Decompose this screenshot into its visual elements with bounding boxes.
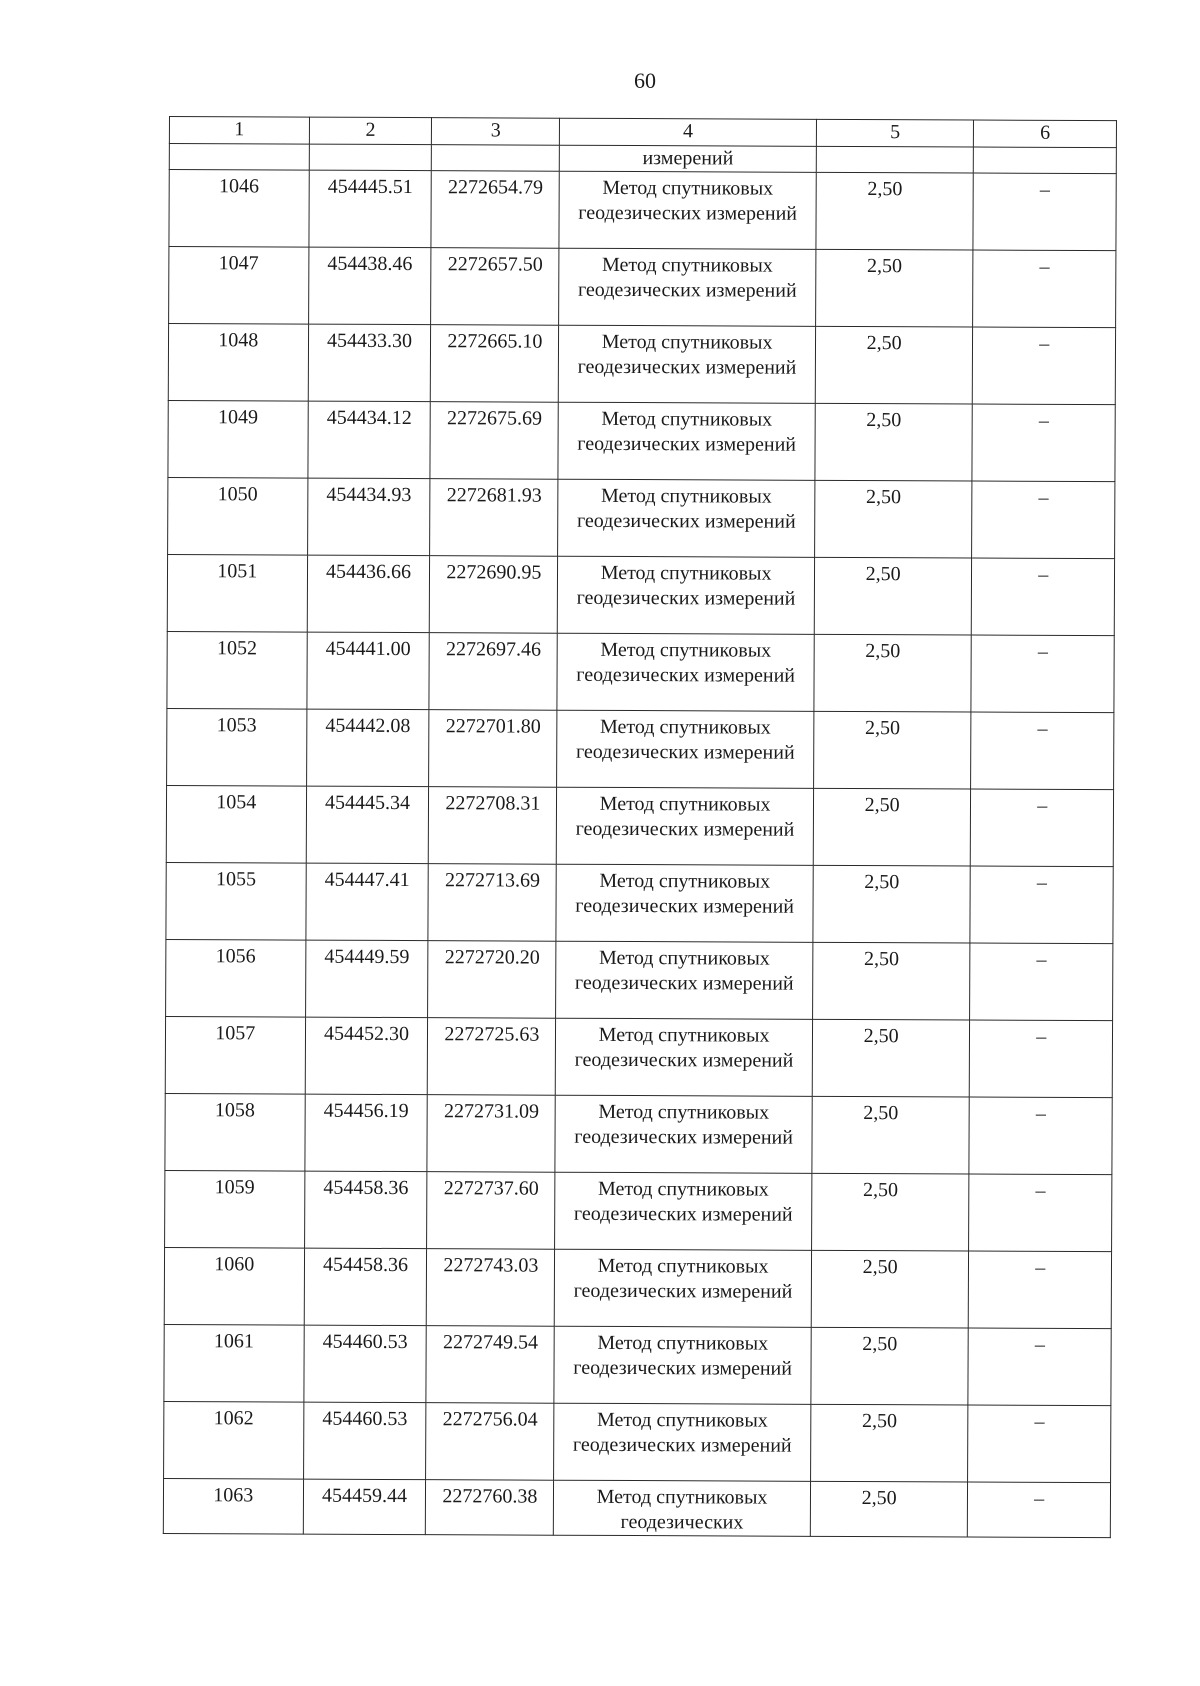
cell-point-number: 1050 — [168, 477, 308, 555]
cell-point-number: 1049 — [168, 400, 308, 478]
cell-y-coordinate: 2272701.80 — [429, 710, 557, 788]
cell-accuracy: 2,50 — [810, 1404, 968, 1482]
cell-x-coordinate: 454441.00 — [307, 632, 430, 710]
cell-x-coordinate: 454436.66 — [307, 555, 430, 633]
cell-note: – — [968, 1482, 1111, 1538]
table-row — [169, 170, 1116, 251]
cell-note: – — [972, 404, 1115, 482]
cell-note: – — [970, 943, 1113, 1021]
cell-accuracy: 2,50 — [815, 249, 973, 327]
cell-method: Метод спутниковых геодезических измерений — [559, 171, 816, 249]
cell-accuracy: 2,50 — [813, 711, 971, 789]
cell-y-coordinate: 2272725.63 — [428, 1018, 556, 1096]
table-row — [168, 477, 1115, 558]
header-row — [169, 117, 1116, 148]
cell-x-coordinate: 454458.36 — [304, 1171, 427, 1249]
cell-accuracy: 2,50 — [815, 326, 973, 404]
cell-y-coordinate: 2272675.69 — [430, 402, 558, 480]
cell-empty — [974, 147, 1117, 174]
table-row — [167, 631, 1114, 712]
header-col-2: 2 — [309, 117, 432, 145]
cell-note: – — [971, 789, 1114, 867]
cell-empty — [432, 145, 560, 172]
cell-point-number: 1054 — [166, 785, 306, 863]
header-col-6: 6 — [974, 120, 1117, 148]
cell-y-coordinate: 2272654.79 — [431, 171, 559, 249]
cell-x-coordinate: 454438.46 — [308, 247, 431, 325]
table-row — [164, 1247, 1111, 1328]
table-row — [167, 708, 1114, 789]
cell-x-coordinate: 454433.30 — [308, 324, 431, 402]
cell-point-number: 1059 — [165, 1170, 305, 1248]
table-row — [166, 785, 1113, 866]
table-row — [164, 1401, 1111, 1482]
cell-accuracy: 2,50 — [812, 942, 970, 1020]
cell-note: – — [970, 866, 1113, 944]
cell-method: Метод спутниковых геодезических измерений — [555, 1172, 812, 1250]
cell-y-coordinate: 2272731.09 — [427, 1095, 555, 1173]
cell-y-coordinate: 2272697.46 — [429, 633, 557, 711]
cell-method: Метод спутниковых геодезических измерений — [554, 1326, 811, 1404]
cell-note: – — [972, 558, 1115, 636]
continuation-row — [169, 144, 1116, 174]
cell-point-number: 1053 — [167, 708, 307, 786]
cell-x-coordinate: 454442.08 — [306, 709, 429, 787]
cell-method: Метод спутниковых геодезических измерений — [556, 1018, 813, 1096]
table-row — [164, 1324, 1111, 1405]
cell-y-coordinate: 2272720.20 — [428, 941, 556, 1019]
cell-method: Метод спутниковых геодезических измерений — [559, 248, 816, 326]
header-col-1: 1 — [169, 117, 309, 145]
header-col-3: 3 — [432, 118, 560, 146]
cell-note: – — [969, 1251, 1112, 1329]
table-row — [169, 247, 1116, 328]
cell-point-number: 1046 — [169, 170, 309, 248]
cell-note: – — [973, 327, 1116, 405]
cell-y-coordinate: 2272760.38 — [426, 1480, 554, 1536]
cell-note: – — [968, 1328, 1111, 1406]
cell-method: Метод спутниковых геодезических измерений — [557, 787, 814, 865]
cell-method: Метод спутниковых геодезических — [554, 1480, 811, 1536]
table-row — [165, 1170, 1112, 1251]
cell-y-coordinate: 2272749.54 — [426, 1326, 554, 1404]
table-row — [166, 862, 1113, 943]
cell-accuracy: 2,50 — [814, 634, 972, 712]
cell-empty — [816, 146, 974, 173]
cell-point-number: 1056 — [166, 939, 306, 1017]
cell-x-coordinate: 454445.51 — [309, 170, 432, 248]
cell-x-coordinate: 454452.30 — [305, 1017, 428, 1095]
cell-accuracy: 2,50 — [811, 1250, 969, 1328]
cell-point-number: 1061 — [164, 1324, 304, 1402]
cell-note: – — [969, 1174, 1112, 1252]
cell-accuracy: 2,50 — [812, 1096, 970, 1174]
cell-point-number: 1051 — [167, 554, 307, 632]
cell-method: Метод спутниковых геодезических измерений — [555, 1095, 812, 1173]
cell-y-coordinate: 2272713.69 — [428, 864, 556, 942]
cell-point-number: 1052 — [167, 631, 307, 709]
cell-note: – — [969, 1097, 1112, 1175]
cell-note: – — [971, 635, 1114, 713]
cell-accuracy: 2,50 — [813, 788, 971, 866]
table-row — [168, 324, 1115, 405]
table-row — [165, 1016, 1112, 1097]
cell-point-number: 1063 — [163, 1478, 303, 1534]
cell-accuracy: 2,50 — [810, 1481, 968, 1537]
cell-x-coordinate: 454445.34 — [306, 786, 429, 864]
cell-accuracy: 2,50 — [811, 1327, 969, 1405]
cell-x-coordinate: 454456.19 — [305, 1094, 428, 1172]
cell-y-coordinate: 2272756.04 — [426, 1403, 554, 1481]
cell-method-continuation: измерений — [560, 145, 817, 172]
cell-point-number: 1048 — [168, 324, 308, 402]
cell-y-coordinate: 2272743.03 — [427, 1249, 555, 1327]
header-col-4: 4 — [560, 118, 817, 146]
cell-method: Метод спутниковых геодезических измерений — [554, 1403, 811, 1481]
cell-method: Метод спутниковых геодезических измерений — [557, 710, 814, 788]
cell-x-coordinate: 454460.53 — [303, 1325, 426, 1403]
cell-note: – — [970, 1020, 1113, 1098]
cell-accuracy: 2,50 — [812, 1019, 970, 1097]
cell-method: Метод спутниковых геодезических измерений — [556, 864, 813, 942]
table-row — [167, 554, 1114, 635]
table-header — [169, 117, 1116, 148]
cell-note: – — [968, 1405, 1111, 1483]
cell-note: – — [973, 173, 1116, 251]
cell-accuracy: 2,50 — [816, 172, 974, 250]
cell-point-number: 1058 — [165, 1093, 305, 1171]
table-row — [165, 1093, 1112, 1174]
cell-y-coordinate: 2272737.60 — [427, 1172, 555, 1250]
cell-point-number: 1057 — [165, 1016, 305, 1094]
cell-x-coordinate: 454460.53 — [303, 1402, 426, 1480]
cell-note: – — [971, 712, 1114, 790]
cell-y-coordinate: 2272708.31 — [429, 787, 557, 865]
cell-x-coordinate: 454459.44 — [303, 1479, 426, 1535]
table-row — [163, 1478, 1110, 1537]
table-row — [166, 939, 1113, 1020]
cell-y-coordinate: 2272681.93 — [430, 479, 558, 557]
table-body — [163, 144, 1116, 1538]
cell-accuracy: 2,50 — [814, 480, 972, 558]
cell-accuracy: 2,50 — [814, 557, 972, 635]
cell-note: – — [973, 250, 1116, 328]
cell-method: Метод спутниковых геодезических измерений — [559, 325, 816, 403]
cell-x-coordinate: 454449.59 — [305, 940, 428, 1018]
cell-x-coordinate: 454434.12 — [308, 401, 431, 479]
cell-method: Метод спутниковых геодезических измерений — [555, 1249, 812, 1327]
cell-empty — [309, 144, 432, 171]
cell-method: Метод спутниковых геодезических измерений — [558, 556, 815, 634]
header-col-5: 5 — [816, 119, 974, 147]
cell-method: Метод спутниковых геодезических измерений — [557, 633, 814, 711]
table-row — [168, 400, 1115, 481]
cell-y-coordinate: 2272665.10 — [431, 325, 559, 403]
cell-point-number: 1060 — [164, 1247, 304, 1325]
cell-method: Метод спутниковых геодезических измерений — [556, 941, 813, 1019]
cell-empty — [169, 144, 309, 171]
cell-accuracy: 2,50 — [815, 403, 973, 481]
cell-x-coordinate: 454458.36 — [304, 1248, 427, 1326]
cell-point-number: 1047 — [169, 247, 309, 325]
cell-accuracy: 2,50 — [813, 865, 971, 943]
cell-y-coordinate: 2272690.95 — [430, 556, 558, 634]
cell-point-number: 1055 — [166, 862, 306, 940]
cell-method: Метод спутниковых геодезических измерений — [558, 479, 815, 557]
coordinates-table — [163, 116, 1117, 1538]
cell-note: – — [972, 481, 1115, 559]
cell-y-coordinate: 2272657.50 — [431, 248, 559, 326]
cell-x-coordinate: 454434.93 — [307, 478, 430, 556]
cell-x-coordinate: 454447.41 — [306, 863, 429, 941]
page-number: 60 — [634, 68, 656, 93]
cell-point-number: 1062 — [164, 1401, 304, 1479]
cell-method: Метод спутниковых геодезических измерений — [558, 402, 815, 480]
cell-accuracy: 2,50 — [811, 1173, 969, 1251]
